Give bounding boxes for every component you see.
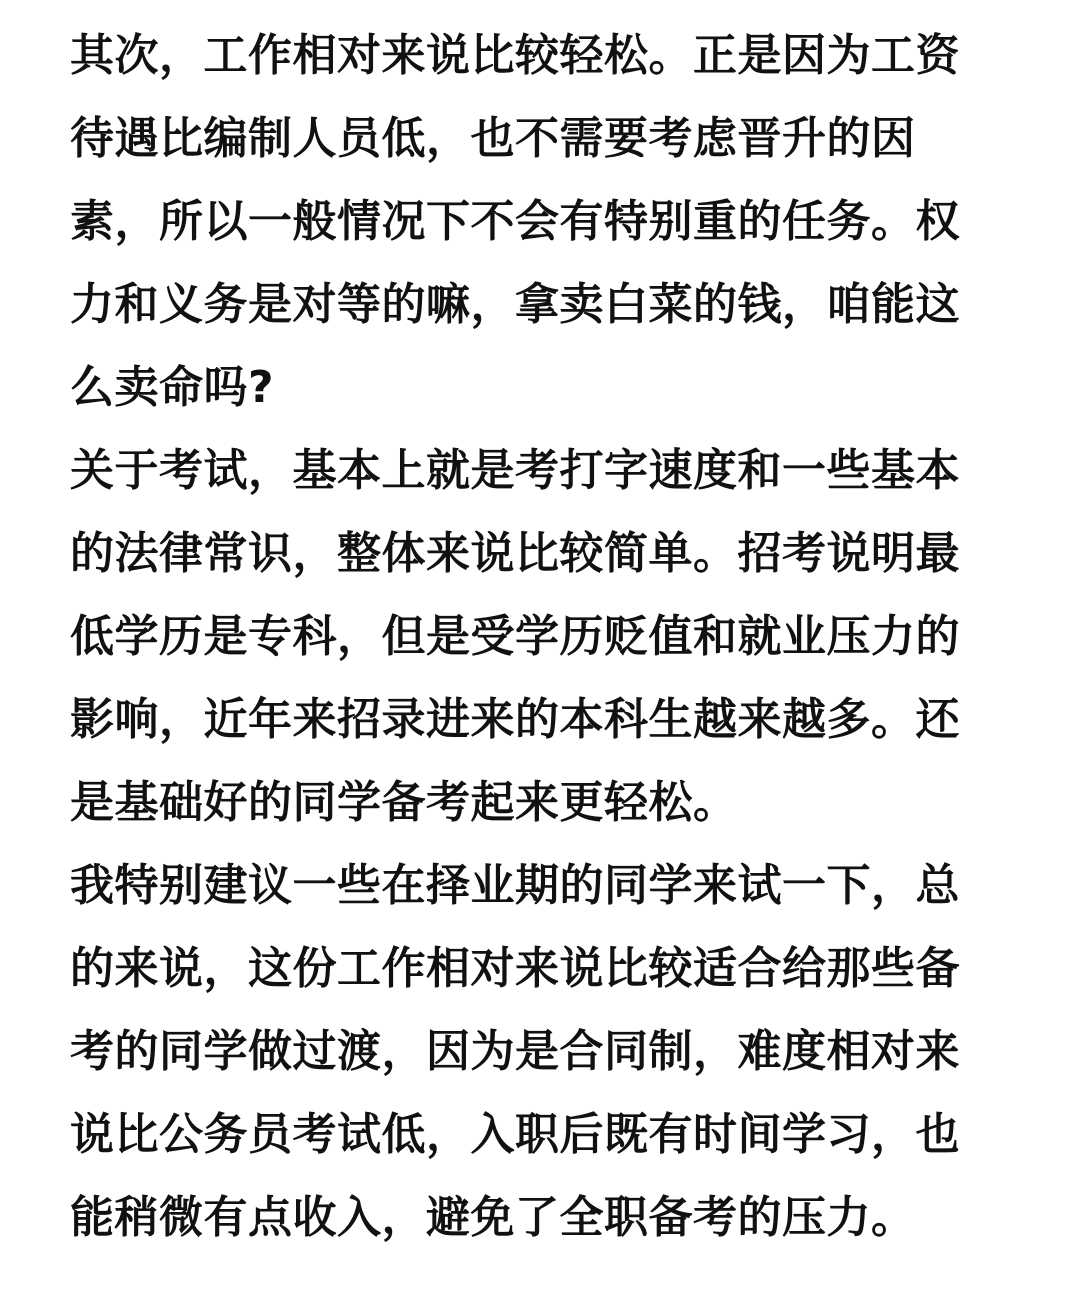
text-line: 的法律常识，整体来说比较简单。招考说明最	[70, 528, 960, 579]
text-line: 影响，近年来招录进来的本科生越来越多。还	[70, 694, 960, 745]
text-line: 说比公务员考试低，入职后既有时间学习，也	[70, 1109, 960, 1160]
text-line: 素，所以一般情况下不会有特别重的任务。权	[70, 196, 960, 247]
paragraph-work-ease	[70, 14, 990, 429]
article-body	[70, 14, 990, 1259]
text-line: 么卖命吗?	[70, 362, 275, 413]
text-line: 待遇比编制人员低，也不需要考虑晋升的因	[70, 113, 916, 164]
text-line: 能稍微有点收入，避免了全职备考的压力。	[70, 1192, 916, 1243]
text-line: 的来说，这份工作相对来说比较适合给那些备	[70, 943, 960, 994]
text-line: 考的同学做过渡，因为是合同制，难度相对来	[70, 1026, 960, 1077]
text-line: 低学历是专科，但是受学历贬值和就业压力的	[70, 611, 960, 662]
text-line: 是基础好的同学备考起来更轻松。	[70, 777, 738, 828]
paragraph-exam-info	[70, 429, 990, 844]
text-line: 我特别建议一些在择业期的同学来试一下，总	[70, 860, 960, 911]
text-line: 其次，工作相对来说比较轻松。正是因为工资	[70, 30, 960, 81]
paragraph-recommendation	[70, 844, 990, 1259]
text-line: 关于考试，基本上就是考打字速度和一些基本	[70, 445, 960, 496]
text-line: 力和义务是对等的嘛，拿卖白菜的钱，咱能这	[70, 279, 960, 330]
